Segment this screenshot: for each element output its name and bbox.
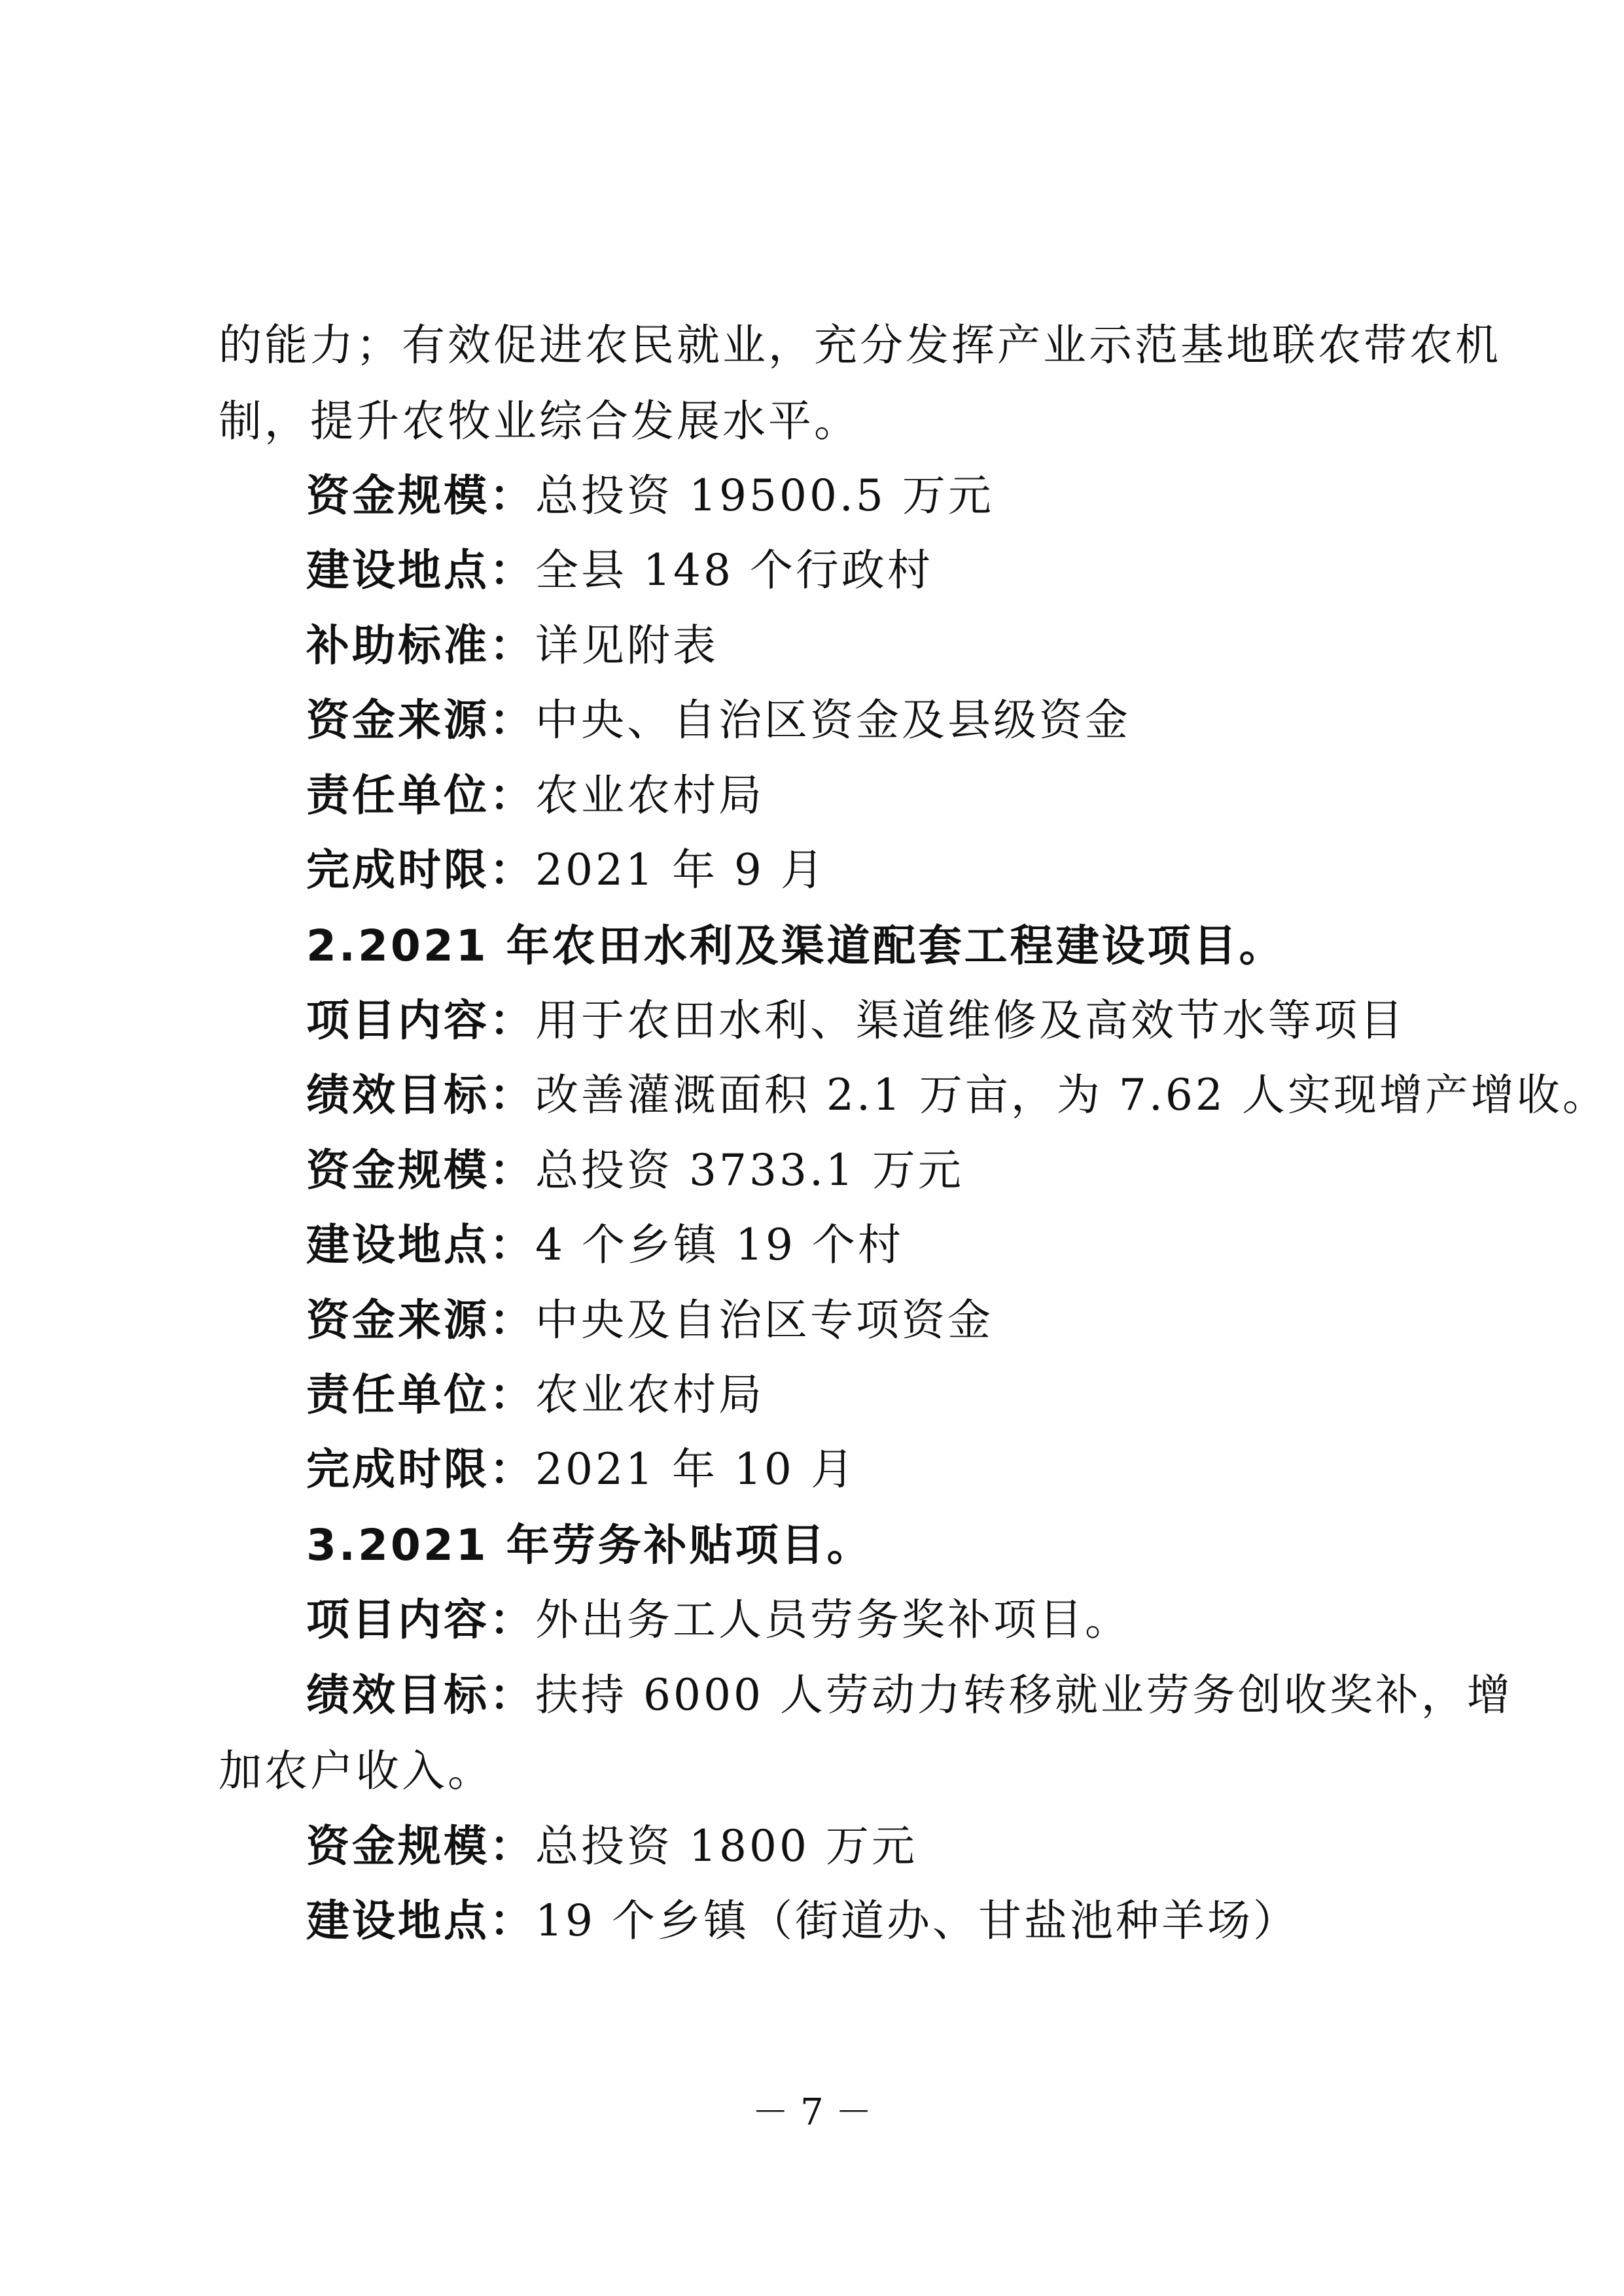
field-label: 绩效目标：	[306, 1670, 535, 1720]
field-row-deadline	[306, 844, 1436, 896]
field-row-project-content	[306, 1594, 1436, 1646]
field-row-location	[306, 1219, 1436, 1271]
field-value: 农业农村局	[535, 770, 764, 821]
field-label: 资金规模：	[306, 1821, 535, 1871]
field-label: 完成时限：	[306, 1444, 535, 1494]
field-value: 总投资 3733.1 万元	[535, 1145, 964, 1195]
field-label: 建设地点：	[306, 545, 535, 595]
field-row-project-content	[306, 995, 1436, 1047]
field-row-performance-target	[306, 1069, 1608, 1122]
field-value: 4 个乡镇 19 个村	[535, 1220, 904, 1270]
field-row-location	[306, 1895, 1436, 1947]
field-label: 建设地点：	[306, 1220, 535, 1270]
field-row-performance-target	[306, 1669, 1513, 1722]
field-value: 改善灌溉面积 2.1 万亩，为 7.62 人实现增产增收。	[535, 1070, 1608, 1120]
field-row-deadline	[306, 1443, 1436, 1496]
field-label: 绩效目标：	[306, 1070, 535, 1120]
field-row-subsidy-standard	[306, 620, 1436, 672]
field-row-responsible-unit	[306, 1369, 1436, 1421]
field-value: 中央、自治区资金及县级资金	[535, 695, 1131, 745]
field-value: 农业农村局	[535, 1369, 764, 1420]
field-label: 资金来源：	[306, 1295, 535, 1345]
field-value: 扶持 6000 人劳动力转移就业劳务创收奖补，增	[535, 1670, 1513, 1720]
field-value: 2021 年 10 月	[535, 1444, 856, 1494]
field-row-funding-scale	[306, 1144, 1436, 1197]
field-row-funding-source	[306, 694, 1436, 747]
field-label: 资金规模：	[306, 1145, 535, 1195]
field-value: 用于农田水利、渠道维修及高效节水等项目	[535, 995, 1405, 1046]
body-text-line: 加农户收入。	[219, 1746, 493, 1796]
field-label: 资金规模：	[306, 470, 535, 521]
field-label: 补助标准：	[306, 620, 535, 671]
field-value: 中央及自治区专项资金	[535, 1295, 993, 1345]
field-value: 总投资 1800 万元	[535, 1821, 917, 1871]
field-row-responsible-unit	[306, 769, 1436, 822]
field-row-location	[306, 544, 1436, 597]
field-label: 项目内容：	[306, 1595, 535, 1645]
field-value: 总投资 19500.5 万元	[535, 470, 994, 521]
field-value: 详见附表	[535, 620, 718, 671]
field-label: 项目内容：	[306, 995, 535, 1046]
body-text-line: 制，提升农牧业综合发展水平。	[219, 396, 860, 446]
page-number: － 7 －	[752, 2091, 872, 2134]
field-value: 全县 148 个行政村	[535, 545, 933, 595]
body-text-line: 的能力；有效促进农民就业，充分发挥产业示范基地联农带农机	[219, 320, 1501, 370]
field-row-funding-source	[306, 1294, 1436, 1347]
section-heading: 3.2021 年劳务补贴项目。	[306, 1520, 873, 1570]
field-label: 责任单位：	[306, 1369, 535, 1420]
section-heading: 2.2021 年农田水利及渠道配套工程建设项目。	[306, 921, 1285, 971]
field-row-funding-scale	[306, 470, 1436, 522]
field-label: 资金来源：	[306, 695, 535, 745]
field-label: 责任单位：	[306, 770, 535, 821]
field-value: 外出务工人员劳务奖补项目。	[535, 1595, 1131, 1645]
field-value: 19 个乡镇（街道办、甘盐池种羊场）	[535, 1896, 1299, 1946]
field-row-funding-scale	[306, 1820, 1436, 1873]
field-label: 建设地点：	[306, 1896, 535, 1946]
field-label: 完成时限：	[306, 845, 535, 895]
field-value: 2021 年 9 月	[535, 845, 826, 895]
